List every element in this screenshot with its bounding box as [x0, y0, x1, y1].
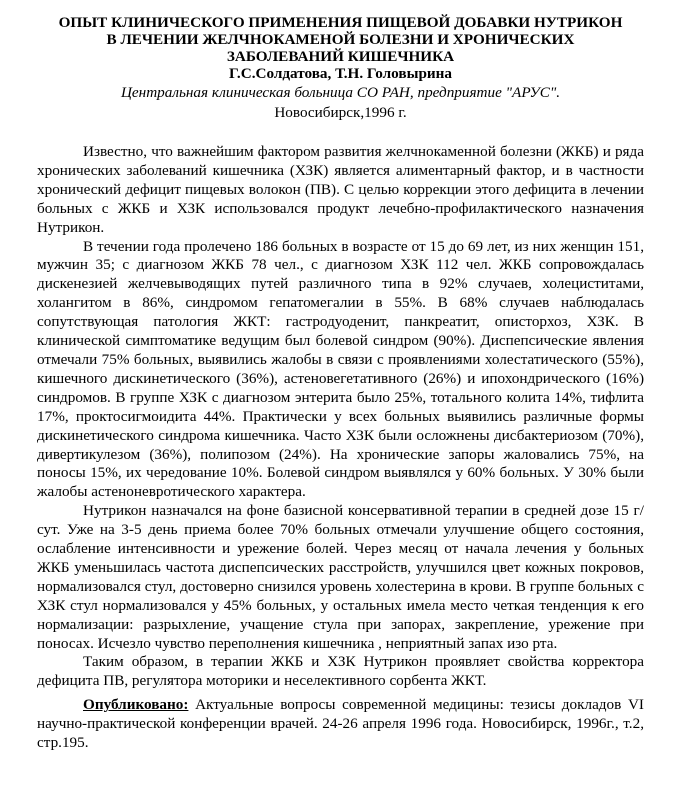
document-body [37, 143, 644, 753]
title-line: В ЛЕЧЕНИИ ЖЕЛЧНОКАМЕНОЙ БОЛЕЗНИ И ХРОНИЧЕСКИХ [106, 31, 575, 48]
affiliation: Центральная клиническая больница СО РАН, предприятие "АРУС". [120, 84, 561, 101]
published-label: Опубликовано: [83, 696, 189, 714]
authors: Г.С.Солдатова, Т.Н. Головырина [228, 65, 452, 82]
publication-note [37, 696, 644, 753]
body-paragraph: Известно, что важнейшим фактором развития желчнокаменной болезни (ЖКБ) и ряда хронических заболеваний кишечника (ХЗК) является алиментарный фактор, и в частности хронический дефицит пищевых волокон (ПВ). С целью коррекции этого дефицита в лечении больных с ЖКБ и ХЗК использовался продукт лечебно-профилактического назначения Нутрикон. [37, 143, 644, 236]
document-title [37, 14, 644, 65]
body-paragraph: Нутрикон назначался на фоне базисной консервативной терапии в средней дозе 15 г/сут. Уже на 3-5 день приема более 70% больных отмечали улучшение общего состояния, ослабление интенсивности и урежение болей. Через месяц от начала лечения у больных ЖКБ уменьшилась частота диспепсических расстройств, улучшился цвет кожных покровов, нормализовался стул, достоверно снизился уровень холестерина в крови. В группе больных с ХЗК стул нормализовался у 45% больных, у остальных имела место четкая тенденция к его нормализации: разрыхление, учащение стула при запорах, закрепление, урежение при поносах. Исчезло чувство переполнения кишечника , неприятный запах изо рта. [37, 502, 644, 652]
title-line: ЗАБОЛЕВАНИЙ КИШЕЧНИКА [226, 48, 455, 65]
body-paragraph: В течении года пролечено 186 больных в возрасте от 15 до 69 лет, из них женщин 151, мужчин 35; с диагнозом ЖКБ 78 чел., с диагнозом ХЗК 112 чел. ЖКБ сопровождалась дискенезией желчевыводящих путей различного типа в 92% случаев, холециститами, холангитом в 86%, синдромом гепатомегалии в 55%. В 68% случаев наблюдалась сопутствующая патология ЖКТ: гастродуоденит, панкреатит, описторхоз, ХЗК. В клинической симптоматике ведущим был болевой синдром (90%). Диспепсические явления отмечали 75% больных, выявились жалобы в связи с проявлениями холестатического (55%), кишечного дискинетического (36%), астеновегетативного (26%) и ипохондрического (16%) синдромов. В группе ХЗК с диагнозом энтерита было 25%, тотального колита 14%, тифлита 17%, проктосигмоидита 44%. Практически у всех больных выявились различные формы дискинетического синдрома кишечника. Часто ХЗК были осложнены дисбактериозом (70%), дивертикулезом (36%), полипозом (24%). На хронические запоры жаловались 75%, на поносы 15%, их чередование 10%. Болевой синдром выявлялся у 60% больных. У 30% были жалобы астеноневротического характера. [37, 237, 644, 501]
body-paragraph: Таким образом, в терапии ЖКБ и ХЗК Нутрикон проявляет свойства корректора дефицита ПВ, регулятора моторики и неселективного сорбента ЖКТ. [37, 653, 644, 690]
title-line: ОПЫТ КЛИНИЧЕСКОГО ПРИМЕНЕНИЯ ПИЩЕВОЙ ДОБАВКИ НУТРИКОН [58, 14, 623, 31]
place-year: Новосибирск,1996 г. [274, 104, 407, 121]
published-text: Актуальные вопросы современной медицины: тезисы докладов VI научно-практической конференции врачей. 24-26 апреля 1996 года. Новосибирск, 1996г., т.2, стр.195. [37, 696, 644, 752]
